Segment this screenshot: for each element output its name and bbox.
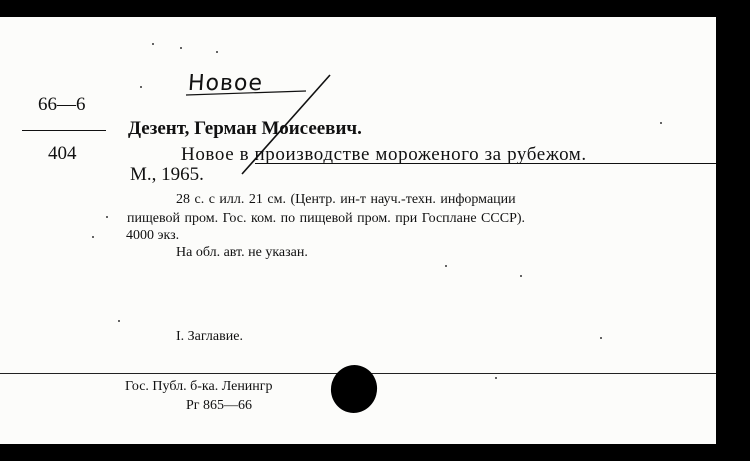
speck bbox=[445, 265, 447, 267]
catalog-card bbox=[0, 17, 716, 444]
handwritten-note: Новое bbox=[187, 71, 264, 96]
physical-description-3: 4000 экз. bbox=[126, 228, 180, 243]
title-line: Новое в производстве мороженого за рубежом. bbox=[181, 144, 587, 165]
speck bbox=[140, 86, 142, 88]
speck bbox=[152, 43, 154, 45]
speck bbox=[660, 122, 662, 124]
tracing: I. Заглавие. bbox=[176, 329, 243, 344]
call-number-divider bbox=[22, 130, 106, 131]
speck bbox=[180, 47, 182, 49]
speck bbox=[495, 377, 497, 379]
pen-underline bbox=[186, 91, 306, 95]
speck bbox=[600, 337, 602, 339]
call-number-bottom: 404 bbox=[48, 143, 77, 164]
speck bbox=[118, 320, 120, 322]
library-line: Гос. Публ. б-ка. Ленингр bbox=[125, 379, 273, 394]
speck bbox=[216, 51, 218, 53]
author-heading: Дезент, Герман Моисеевич. bbox=[128, 118, 362, 139]
speck bbox=[92, 236, 94, 238]
speck bbox=[520, 275, 522, 277]
physical-description-1: 28 с. с илл. 21 см. (Центр. ин-т науч.-техн. информации bbox=[176, 192, 516, 207]
title-underline bbox=[255, 163, 716, 164]
note: На обл. авт. не указан. bbox=[176, 245, 308, 260]
imprint: М., 1965. bbox=[130, 164, 204, 185]
physical-description-2: пищевой пром. Гос. ком. по пищевой пром. при Госплане СССР). bbox=[127, 211, 526, 226]
call-number-top: 66—6 bbox=[38, 94, 86, 115]
accession-number: Рг 865—66 bbox=[186, 398, 253, 413]
speck bbox=[106, 216, 108, 218]
